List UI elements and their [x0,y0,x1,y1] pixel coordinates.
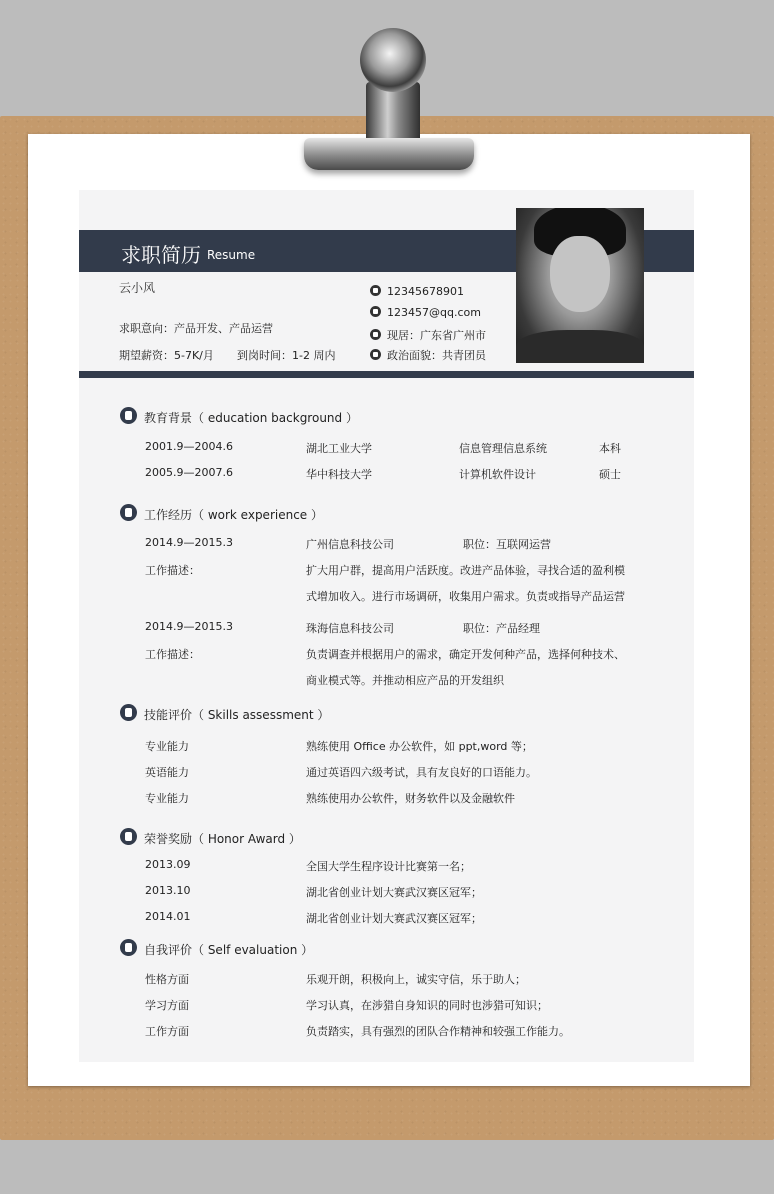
contact-politics [370,347,486,363]
honor-text: 湖北省创业计划大赛武汉赛区冠军； [306,912,482,925]
edu-period: 2001.9—2004.6 [145,440,233,453]
honor-date: 2014.01 [145,910,191,923]
job-desc-line: 式增加收入。进行市场调研，收集用户需求。负责或指导产品运营 [306,590,625,603]
job-desc-label: 工作描述： [145,564,200,577]
job-desc-line: 负责调查并根据用户的需求，确定开发何种产品，选择何种技术、 [306,648,625,661]
edu-degree: 本科 [599,442,621,455]
availability: 到岗时间：1-2 周内 [237,349,336,362]
anchor-icon [120,504,137,521]
job-desc-line: 商业模式等。并推动相应产品的开发组织 [306,674,504,687]
job-objective: 求职意向：产品开发、产品运营 [119,322,273,335]
header-divider [79,371,694,378]
self-eval-title: 自我评价（ Self evaluation ） [144,943,314,957]
edu-major: 信息管理信息系统 [459,442,547,455]
self-eval-label: 学习方面 [145,999,189,1012]
job-company: 广州信息科技公司 [306,538,394,551]
email-icon [370,306,381,317]
honor-date: 2013.10 [145,884,191,897]
honors-title: 荣誉奖励（ Honor Award ） [144,832,301,846]
residence-text: 现居：广东省广州市 [387,329,486,342]
resume-title-english: Resume [207,248,256,262]
honor-text: 全国大学生程序设计比赛第一名； [306,860,471,873]
self-eval-label: 工作方面 [145,1025,189,1038]
resume-document [79,190,694,1062]
self-eval-text: 乐观开朗，积极向上，诚实守信，乐于助人； [306,973,526,986]
contact-email [370,306,481,319]
self-eval-text: 学习认真，在涉猎自身知识的同时也涉猎可知识； [306,999,548,1012]
resume-title: 求职简历 [121,243,201,267]
people-icon [120,407,137,424]
binder-clip-knob [360,28,426,92]
edu-degree: 硕士 [599,468,621,481]
job-period: 2014.9—2015.3 [145,536,233,549]
expected-salary: 期望薪资：5-7K/月 [119,349,214,362]
contact-phone [370,285,464,298]
education-title: 教育背景（ education background ） [144,411,358,425]
skill-label: 专业能力 [145,792,189,805]
edu-school: 华中科技大学 [306,468,372,481]
skill-text: 熟练使用办公软件，财务软件以及金融软件 [306,792,515,805]
skill-text: 通过英语四六级考试，具有友良好的口语能力。 [306,766,537,779]
job-desc-label: 工作描述： [145,648,200,661]
job-position: 职位：互联网运营 [463,538,551,551]
phone-number: 12345678901 [387,285,464,298]
profile-photo [516,208,644,363]
phone-icon [370,285,381,296]
job-company: 珠海信息科技公司 [306,622,394,635]
contact-residence [370,327,486,343]
tools-icon [120,704,137,721]
job-period: 2014.9—2015.3 [145,620,233,633]
edu-school: 湖北工业大学 [306,442,372,455]
job-desc-line: 扩大用户群，提高用户活跃度。改进产品体验，寻找合适的盈利模 [306,564,625,577]
candidate-name: 云小风 [119,281,156,295]
edu-major: 计算机软件设计 [459,468,536,481]
self-eval-label: 性格方面 [145,973,189,986]
honor-text: 湖北省创业计划大赛武汉赛区冠军； [306,886,482,899]
self-eval-text: 负责踏实，具有强烈的团队合作精神和较强工作能力。 [306,1025,570,1038]
skills-title: 技能评价（ Skills assessment ） [144,708,330,722]
email-address: 123457@qq.com [387,306,481,319]
skill-text: 熟练使用 Office 办公软件，如 ppt,word 等； [306,740,533,753]
work-title: 工作经历（ work experience ） [144,508,323,522]
globe-icon [370,329,381,340]
honor-date: 2013.09 [145,858,191,871]
star-icon [370,349,381,360]
medal-icon [120,828,137,845]
job-position: 职位：产品经理 [463,622,540,635]
person-icon [120,939,137,956]
skill-label: 英语能力 [145,766,189,779]
edu-period: 2005.9—2007.6 [145,466,233,479]
binder-clip-base [304,138,474,170]
politics-text: 政治面貌：共青团员 [387,349,486,362]
skill-label: 专业能力 [145,740,189,753]
